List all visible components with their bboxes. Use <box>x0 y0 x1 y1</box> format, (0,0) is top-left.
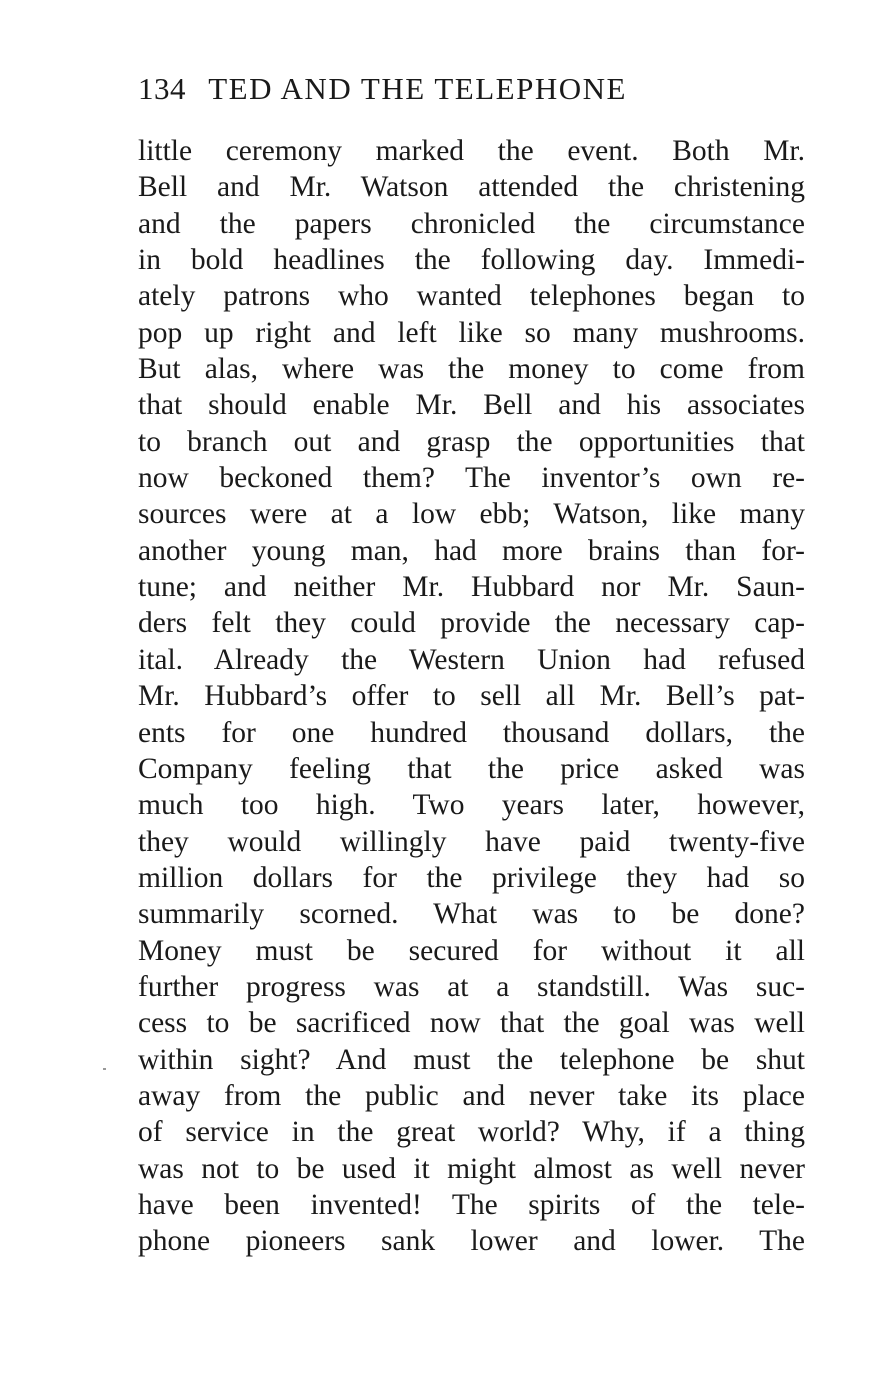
text-line: Bell and Mr. Watson attended the christening <box>138 171 805 204</box>
text-line: further progress was at a standstill. Was suc- <box>138 970 805 1003</box>
text-line: ents for one hundred thousand dollars, the <box>138 716 805 749</box>
text-line: tune; and neither Mr. Hubbard nor Mr. Saun- <box>138 571 805 604</box>
text-line: But alas, where was the money to come from <box>138 353 805 386</box>
text-line: of service in the great world? Why, if a thing <box>138 1116 805 1149</box>
text-line: and the papers chronicled the circumstance <box>138 207 805 240</box>
text-line: phone pioneers sank lower and lower. The <box>138 1225 805 1258</box>
text-line: ital. Already the Western Union had refused <box>138 643 805 676</box>
body-text <box>138 133 805 1260</box>
text-line: sources were at a low ebb; Watson, like many <box>138 498 805 531</box>
text-line: away from the public and never take its place <box>138 1079 805 1112</box>
text-line: Mr. Hubbard’s offer to sell all Mr. Bell’s pat- <box>138 680 805 713</box>
running-head <box>138 66 808 112</box>
text-line: Money must be secured for without it all <box>138 934 805 967</box>
running-title: TED AND THE TELEPHONE <box>208 71 627 106</box>
text-line: have been invented! The spirits of the tele- <box>138 1188 805 1221</box>
margin-speck <box>103 1068 106 1070</box>
text-line: Company feeling that the price asked was <box>138 752 805 785</box>
text-line: little ceremony marked the event. Both Mr. <box>138 135 805 167</box>
text-line: they would willingly have paid twenty-five <box>138 825 805 858</box>
text-line: now beckoned them? The inventor’s own re- <box>138 462 805 495</box>
text-line: million dollars for the privilege they had so <box>138 861 805 894</box>
text-line: in bold headlines the following day. Immedi- <box>138 244 805 277</box>
text-line: ately patrons who wanted telephones began to <box>138 280 805 313</box>
text-line: cess to be sacrificed now that the goal was well <box>138 1007 805 1040</box>
text-line: to branch out and grasp the opportunities that <box>138 425 805 458</box>
text-line: was not to be used it might almost as well never <box>138 1152 805 1185</box>
text-line: summarily scorned. What was to be done? <box>138 898 805 931</box>
text-line: much too high. Two years later, however, <box>138 789 805 822</box>
page-number: 134 <box>138 71 186 106</box>
text-line: within sight? And must the telephone be shut <box>138 1043 805 1076</box>
text-line: ders felt they could provide the necessary cap- <box>138 607 805 640</box>
text-line: pop up right and left like so many mushrooms. <box>138 316 805 349</box>
text-line: that should enable Mr. Bell and his associates <box>138 389 805 422</box>
text-line: another young man, had more brains than for- <box>138 534 805 567</box>
